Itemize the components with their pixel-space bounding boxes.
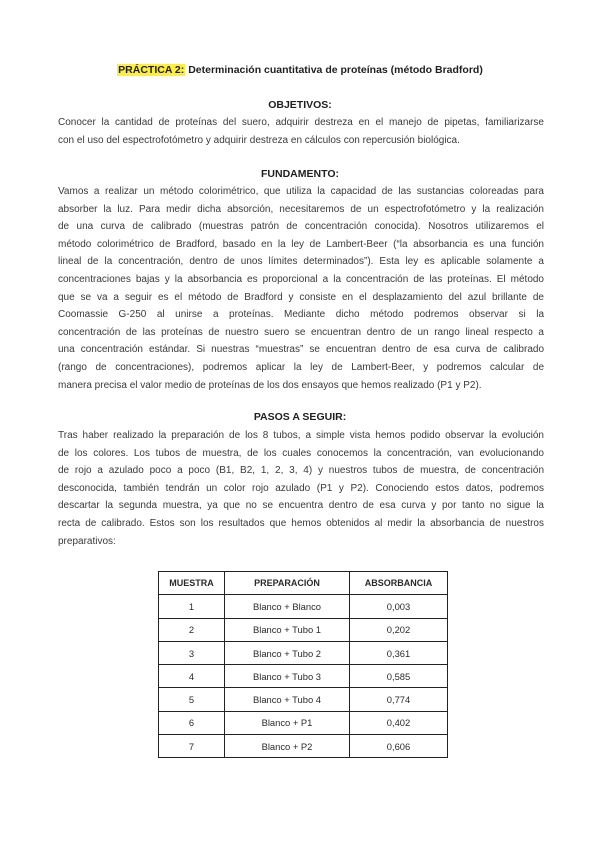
cell-preparacion: Blanco + Tubo 3: [225, 665, 350, 688]
paragraph-line: de los colores. Los tubos de muestra, de los cuales conocemos la concentración, van evolucionando: [58, 447, 544, 459]
cell-absorbancia: 0,003: [350, 595, 448, 618]
cell-muestra: 1: [159, 595, 225, 618]
header-absorbancia: ABSORBANCIA: [350, 572, 448, 595]
cell-muestra: 6: [159, 711, 225, 734]
fundamento-paragraph: [58, 183, 544, 394]
cell-preparacion: Blanco + Tubo 1: [225, 618, 350, 641]
table-header-row: [159, 572, 448, 595]
paragraph-line: Conocer la cantidad de proteínas del suero, adquirir destreza en el manejo de pipetas, familiarizarse: [58, 117, 544, 128]
paragraph-line: absorber la luz. Para medir dicha absorción, necesitaremos de un espectrofotómetro y la realización: [58, 203, 544, 215]
title-text: Determinación cuantitativa de proteínas (método Bradford): [185, 64, 483, 76]
cell-muestra: 5: [159, 688, 225, 711]
paragraph-line: recta de calibrado. Estos son los resultados que hemos obtenidos al medir la absorbancia de nuestros: [58, 517, 544, 529]
cell-absorbancia: 0,202: [350, 618, 448, 641]
paragraph-line: manera precisa el valor medio de proteínas de los dos ensayos que hemos realizado (P1 y P2).: [58, 379, 482, 391]
table-row: [159, 711, 448, 734]
table-row: [159, 665, 448, 688]
table-row: [159, 688, 448, 711]
paragraph-line: de una curva de calibrado (muestras patrón de concentración conocida). Nosotros utilizaremos el: [58, 221, 544, 233]
cell-absorbancia: 0,774: [350, 688, 448, 711]
cell-muestra: 7: [159, 735, 225, 758]
table-row: [159, 618, 448, 641]
results-table: [158, 571, 448, 758]
objetivos-paragraph: [58, 114, 544, 149]
fundamento-heading: FUNDAMENTO:: [261, 168, 339, 180]
header-preparacion: PREPARACIÓN: [225, 572, 350, 595]
paragraph-line: preparativos:: [58, 535, 116, 547]
cell-preparacion: Blanco + P1: [225, 711, 350, 734]
paragraph-line: (rango de concentraciones), podremos aplicar la ley de Lambert-Beer, y podremos calcular de: [58, 361, 544, 373]
title-prefix: PRÁCTICA 2:: [118, 64, 185, 76]
cell-absorbancia: 0,361: [350, 641, 448, 664]
table-row: [159, 735, 448, 758]
pasos-paragraph: [58, 427, 544, 550]
header-muestra: MUESTRA: [159, 572, 225, 595]
cell-absorbancia: 0,585: [350, 665, 448, 688]
paragraph-line: descartar la segunda muestra, ya que no se encuentra dentro de esa curva y por tanto no sigue la: [58, 500, 544, 512]
paragraph-line: Tras haber realizado la preparación de los 8 tubos, a simple vista hemos podido observar la evolución: [58, 430, 544, 441]
cell-preparacion: Blanco + Tubo 2: [225, 641, 350, 664]
paragraph-line: concentración de las proteínas de nuestro suero se encuentran dentro de un rango lineal respecto a: [58, 326, 544, 338]
cell-muestra: 3: [159, 641, 225, 664]
paragraph-line: Vamos a realizar un método colorimétrico, que utiliza la capacidad de las sustancias coloreadas para: [58, 186, 544, 197]
cell-muestra: 4: [159, 665, 225, 688]
pasos-heading: PASOS A SEGUIR:: [253, 411, 347, 423]
paragraph-line: que se va a seguir es el método de Bradford y consiste en el desplazamiento del azul brillante de: [58, 291, 544, 303]
table-row: [159, 641, 448, 664]
paragraph-line: con el uso del espectrofotómetro y adquirir destreza en cálculos con repercusión biológica.: [58, 134, 460, 146]
page-title: [0, 64, 600, 76]
paragraph-line: Coomassie G-250 al unirse a proteínas. Mediante dicho método podremos observar si la: [58, 309, 544, 321]
cell-muestra: 2: [159, 618, 225, 641]
paragraph-line: lineal de la concentración, dentro de unos límites determinados”). Esta ley es aplicable solamente a: [58, 256, 544, 268]
cell-absorbancia: 0,402: [350, 711, 448, 734]
paragraph-line: una concentración estándar. Si nuestras “muestras” se encuentran dentro de esa curva de calibrado: [58, 344, 544, 356]
paragraph-line: concentraciones bajas y la absorbancia es proporcional a la concentración de las proteínas. El método: [58, 273, 544, 285]
cell-preparacion: Blanco + P2: [225, 735, 350, 758]
cell-preparacion: Blanco + Tubo 4: [225, 688, 350, 711]
cell-absorbancia: 0,606: [350, 735, 448, 758]
cell-preparacion: Blanco + Blanco: [225, 595, 350, 618]
paragraph-line: desconocida, también tendrán un color rojo azulado (P1 y P2). Conociendo estos datos, podremos: [58, 482, 544, 494]
table-row: [159, 595, 448, 618]
objetivos-heading: OBJETIVOS:: [268, 99, 332, 111]
paragraph-line: de rojo a azulado poco a poco (B1, B2, 1, 2, 3, 4) y nuestros tubos de muestra, de concentración: [58, 465, 544, 477]
paragraph-line: método colorimétrico de Bradford, basado en la ley de Lambert-Beer (“la absorbancia es una función: [58, 238, 544, 250]
